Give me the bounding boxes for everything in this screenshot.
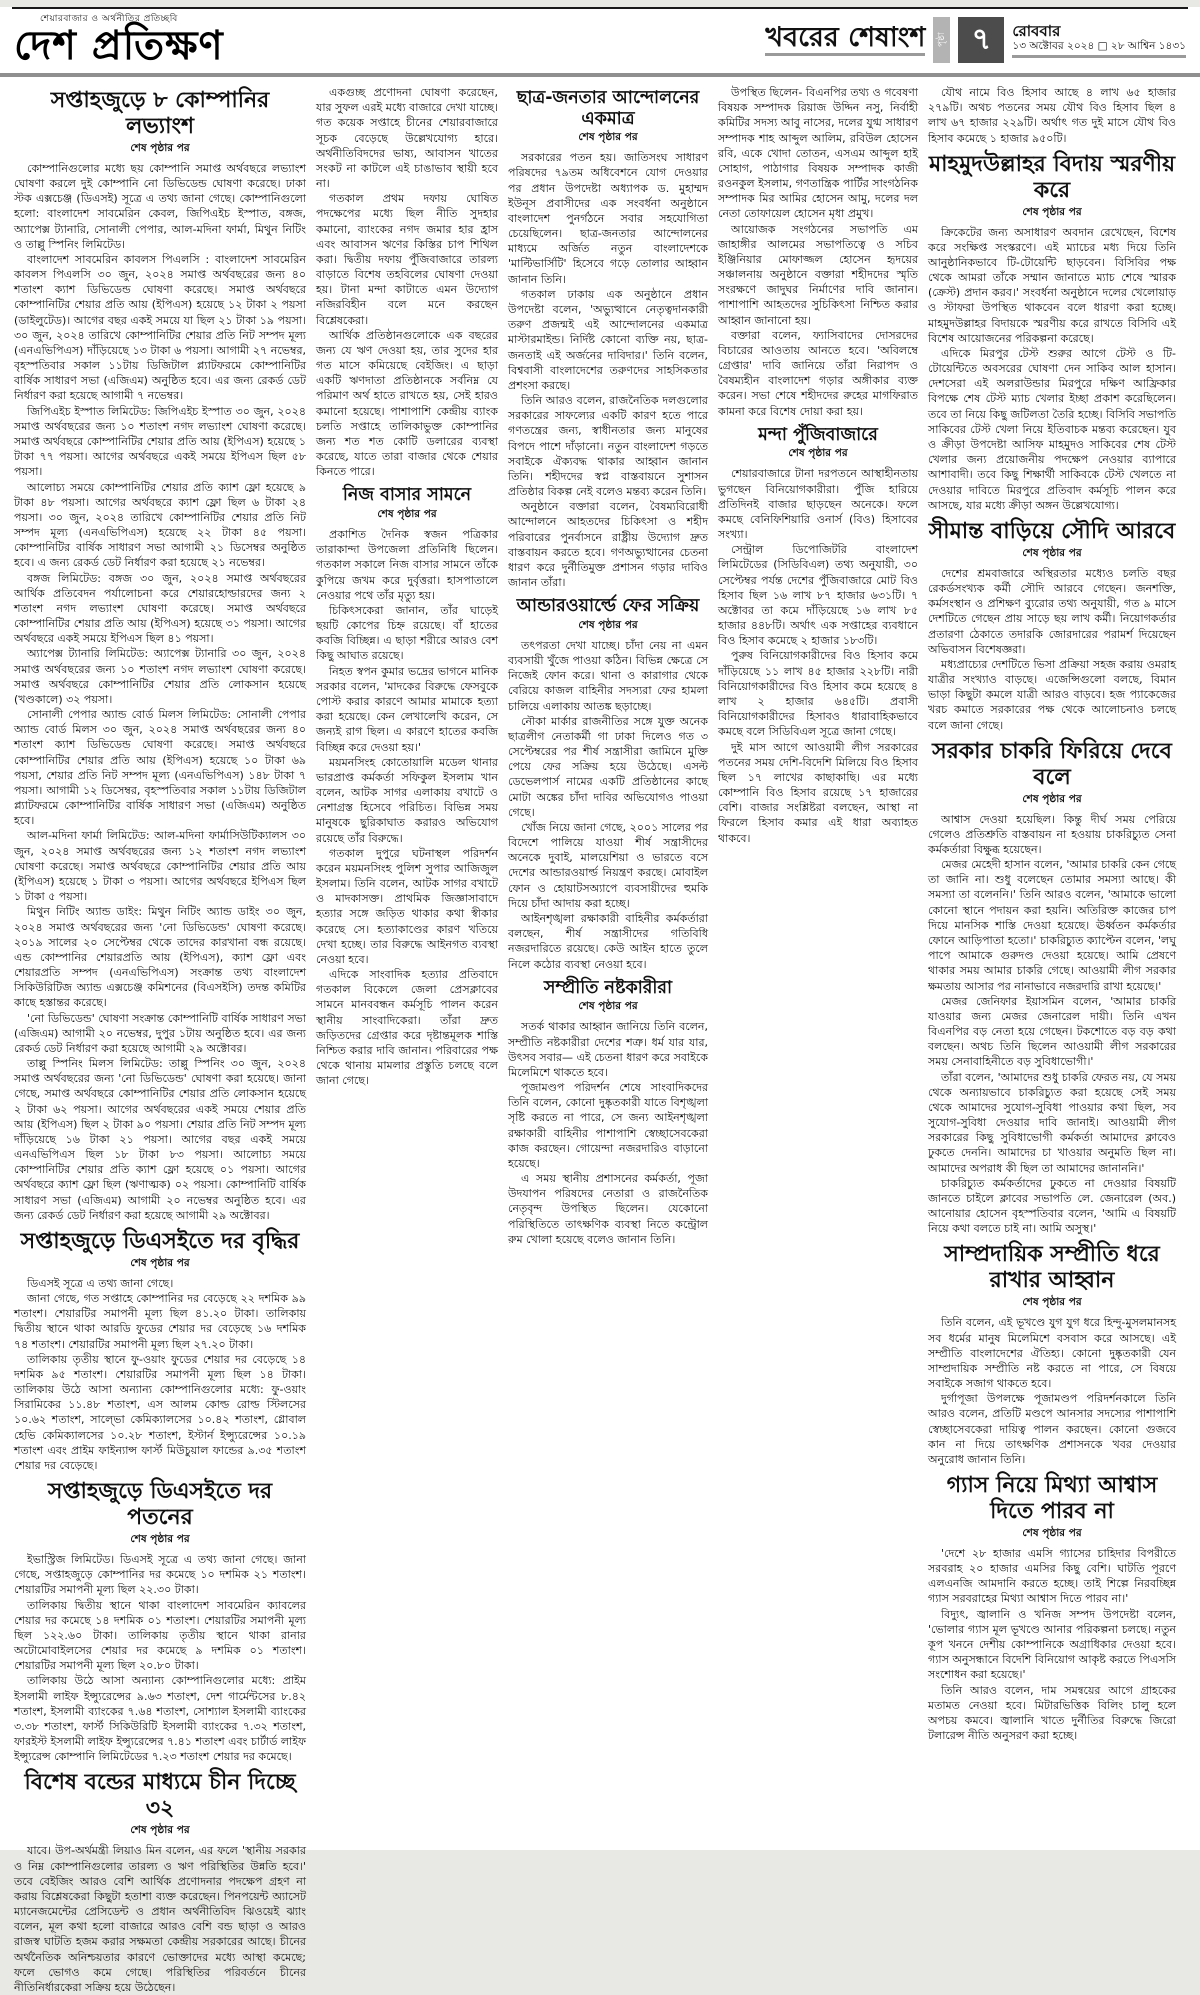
story-paragraph: তিনি বলেন, এই ভূখণ্ডে যুগ যুগ ধরে হিন্দু-মুসলমানসহ সব ধর্মের মানুষ মিলেমিশে বসবাস করে আসছে। এই সম্প্রীতি বাংলাদেশের ঐতিহ্য। কোনো দুষ্কৃতকারী যেন সাম্প্রদায়িক সম্প্রীতি নষ্ট করতে না পারে, সে বিষয়ে সবাইকে সজাগ থাকতে হবে। <box>928 1316 1176 1391</box>
story <box>508 596 708 971</box>
story-paragraph: বঙ্গজ লিমিটেড: বঙ্গজ ৩০ জুন, ২০২৪ সমাপ্ত অর্থবছরের আর্থিক প্রতিবেদন পর্যালোচনা করে শেয়ারহোল্ডারদের জন্য ২ শতাংশ নগদ লভ্যাংশ ঘোষণা করেছে। সমাপ্ত অর্থবছরে কোম্পানিটির শেয়ার প্রতি আয় (ইপিএস) হয়েছে ৩১ পয়সা। আগের অর্থবছরে একই সময়ে ইপিএস ছিল ৪১ পয়সা। <box>14 571 306 646</box>
continued-label: শেষ পৃষ্ঠার পর <box>130 1533 190 1546</box>
story-headline: সীমান্ত বাড়িয়ে সৌদি আরবে <box>928 518 1176 544</box>
story <box>508 978 708 1247</box>
story-paragraph: এদিকে মিরপুর টেস্ট শুরুর আগে টেস্ট ও টি-টোয়েন্টিতে অবসরের ঘোষণা দেন সাকিব আল হাসান। দেশসেরা এই অলরাউন্ডার মিরপুরে দক্ষিণ আফ্রিকার বিপক্ষে শেষ টেস্ট ম্যাচ খেলার ইচ্ছা প্রকাশ করেছিলেন। তবে তা নিয়ে কিছু জটিলতা তৈরি হচ্ছে। বিসিবি সভাপতি সাকিবের টেস্ট খেলা নিয়ে ইতিবাচক মন্তব্য করেছেন। যুব ও ক্রীড়া উপদেষ্টা আসিফ মাহমুদও সাকিবের শেষ টেস্ট খেলার জন্য প্রয়োজনীয় পদক্ষেপ নেওয়ার ব্যাপারে আশাবাদী। তবে কিছু শিক্ষার্থী সাকিবকে টেস্ট খেলতে না দেওয়ার দাবিতে মিরপুরে প্রতিবাদ কর্মসূচি পালন করে আসছে, যার মধ্যে ক্রীড়া অঙ্গন উল্লেখযোগ্য। <box>928 346 1176 512</box>
continued-label: শেষ পৃষ্ঠার পর <box>788 447 848 460</box>
story-paragraph: 'দেশে ২৮ হাজার এমসি গ্যাসের চাহিদার বিপরীতে সরবরাহ ২০ হাজার এমসির কিছু বেশি। ঘাটতি পূরণে এলএনজি আমদানি করতে হচ্ছে। তাই শিল্পে নিরবচ্ছিন্ন গ্যাস সরবরাহের মিথ্যা আশ্বাস দিতে পারব না।' <box>928 1546 1176 1606</box>
story-paragraph: যৌথ নামে বিও হিসাব আছে ৪ লাখ ৬৫ হাজার ২৭৯টি। অথচ পতনের সময় যৌথ বিও হিসাব ছিল ৪ লাখ ৬৭ হাজার ২২৯টি। অর্থাৎ গত দুই মাসে যৌথ বিও হিসাব কমেছে ১ হাজার ৯৫০টি। <box>928 86 1176 145</box>
story-paragraph: যাবে। উপ-অর্থমন্ত্রী লিয়াও মিন বলেন, এর ফলে 'স্থানীয় সরকার ও নিম্ন কোম্পানিগুলোর তারল্য ও ঋণ পরিস্থিতির উন্নতি হবে।' তবে বেইজিং আরও বেশি আর্থিক প্রণোদনার পদক্ষেপ গ্রহণ না করায় বিশ্লেষকেরা কিছুটা হতাশা ব্যক্ত করেছেন। পিনপয়েন্ট অ্যাসেট ম্যানেজমেন্টের প্রেসিডেন্ট ও প্রধান অর্থনীতিবিদ ঝিওয়েই ঝ্যাং বলেন, মূল কথা হলো বাজারে আরও বেশি বন্ড ছাড়া ও আরও রাজস্ব ঘাটতি হজম করার সক্ষমতা কেন্দ্রীয় সরকারের আছে। চীনের অর্থনৈতিক অনিশ্চয়তার কারণে ভোক্তাদের মধ্যে আস্থা কমেছে; ফলে ভোগও কমে গেছে। পরিস্থিতির পরিবর্তনে চীনের নীতিনির্ধারকেরা সক্রিয় হয়ে উঠেছেন। <box>14 1844 306 1994</box>
story-continuation <box>718 85 918 419</box>
story-paragraph: গতকাল ঢাকায় এক অনুষ্ঠানে প্রধান উপদেষ্টা বলেন, 'অভ্যুত্থানে নেতৃত্বদানকারী তরুণ প্রজন্মই এই আন্দোলনের একমাত্র মাস্টারমাইন্ড। নির্দিষ্ট কোনো ব্যক্তি নয়, ছাত্র-জনতাই এই অর্জনের দাবিদার।' তিনি বলেন, বিশ্ববাসী বাংলাদেশের তরুণদের সাহসিকতার প্রশংসা করছে। <box>508 287 708 392</box>
story-paragraph: তিনি আরও বলেন, রাজনৈতিক দলগুলোর সরকারের সাফল্যের একটি কারণ হতে পারে গণতন্ত্রের জন্য, স্বাধীনতার জন্য মানুষের বিপদে পাশে দাঁড়ানো। নতুন বাংলাদেশ গড়তে সবাইকে ঐক্যবদ্ধ থাকার আহ্বান জানান তিনি। শহীদদের স্বপ্ন বাস্তবায়নে সুশাসন প্রতিষ্ঠার বিকল্প নেই বলেও মন্তব্য করেন তিনি। <box>508 394 708 499</box>
story-paragraph: মধ্যপ্রাচ্যের দেশটিতে ভিসা প্রক্রিয়া সহজ করায় ওমরাহ যাত্রীর সংখ্যাও বাড়ছে। এজেন্সিগুলো বলছে, বিমান ভাড়া কিছুটা কমলে যাত্রী আরও বাড়বে। হজ প্যাকেজের খরচ কমাতে সরকারের পক্ষ থেকে আলোচনাও চলছে বলে জানা গেছে। <box>928 657 1176 732</box>
day-name: রোববার <box>1012 21 1061 40</box>
page-header <box>0 9 1200 77</box>
story-headline: ছাত্র-জনতার আন্দোলনের একমাত্র <box>516 88 700 129</box>
story <box>718 425 918 846</box>
story <box>928 1242 1176 1467</box>
story-paragraph: নিহত স্বপন কুমার ভদ্রের ভাগনে মানিক সরকার বলেন, 'মাদকের বিরুদ্ধে ফেসবুকে পোস্ট করার কারণে আমার মামাকে হত্যা করা হয়েছে। কেন লেখালেখি করেন, সে জন্যই রাগ ছিল। এ কারণে হাতের কবজি বিচ্ছিন্ন করে দেওয়া হয়।' <box>316 664 498 754</box>
story-paragraph: এ সময় স্থানীয় প্রশাসনের কর্মকর্তা, পূজা উদযাপন পরিষদের নেতারা ও রাজনৈতিক নেতৃবৃন্দ উপস্থিত ছিলেন। যেকোনো পরিস্থিতিতে তাৎক্ষণিক ব্যবস্থা নিতে কন্ট্রোল রুম খোলা হয়েছে বলেও জানান তিনি। <box>508 1172 708 1246</box>
story <box>928 519 1176 733</box>
story-headline: গ্যাস নিয়ে মিথ্যা আশ্বাস দিতে পারব না <box>946 1473 1158 1524</box>
story-paragraph: বিদ্যুৎ, জ্বালানি ও খনিজ সম্পদ উপদেষ্টা বলেন, 'ভোলার গ্যাস মূল ভূখণ্ডে আনার পরিকল্পনা চলছে। নতুন কূপ খননে দেশীয় কোম্পানিকে অগ্রাধিকার দেওয়া হবে। গ্যাস অনুসন্ধানে বিদেশি বিনিয়োগ আকৃষ্ট করতে পিএসসি সংশোধন করা হয়েছে।' <box>928 1607 1176 1682</box>
story-headline: মাহমুদউল্লাহর বিদায় স্মরণীয় করে <box>928 151 1176 203</box>
story-paragraph: তৎপরতা দেখা যাচ্ছে। চাঁদা নেয় না এমন ব্যবসায়ী খুঁজে পাওয়া কঠিন। বিভিন্ন ক্ষেত্রে সে নিজেই ফোন করে। থানা ও কারাগার থেকে বেরিয়ে কাজল বাহিনীর সদস্যরা ফের হামলা চালিয়ে এলাকায় আতঙ্ক ছড়াচ্ছে। <box>508 638 708 713</box>
story-paragraph: আশ্বাস দেওয়া হয়েছিল। কিন্তু দীর্ঘ সময় পেরিয়ে গেলেও প্রতিশ্রুতি বাস্তবায়ন না হওয়ায় চাকরিচ্যুত সেনা কর্মকর্তারা বিক্ষুব্ধ হয়েছেন। <box>928 812 1176 856</box>
story-paragraph: মিথুন নিটিং অ্যান্ড ডাইং: মিথুন নিটিং অ্যান্ড ডাইং ৩০ জুন, ২০২৪ সমাপ্ত অর্থবছরের জন্য 'নো ডিভিডেন্ড' ঘোষণা করেছে। ২০১৯ সালের ২০ সেপ্টেম্বর থেকে তাদের কারখানা বন্ধ রয়েছে। এন্ড কোম্পানির শেয়ারপ্রতি আয় (ইপিএস), ক্যাশ ফ্লো এবং শেয়ারপ্রতি সম্পদ (এনএভিপিএস) সংক্রান্ত তথ্য বাংলাদেশ সিকিউরিটিজ অ্যান্ড এক্সচেঞ্জ কমিশনের (বিএসইসি) তদন্ত কমিটির কাছে হস্তান্তর করেছে। <box>14 905 306 1010</box>
day-date <box>1012 22 1186 59</box>
story <box>316 485 498 1088</box>
story-paragraph: সতর্ক থাকার আহ্বান জানিয়ে তিনি বলেন, সম্প্রীতি নষ্টকারীরা দেশের শত্রু। ধর্ম যার যার, উৎসব সবার— এই চেতনা ধারণ করে সবাইকে মিলেমিশে থাকতে হবে। <box>508 1020 708 1079</box>
continued-label: শেষ পৃষ্ঠার পর <box>377 508 437 521</box>
story-paragraph: এদিকে সাংবাদিক হত্যার প্রতিবাদে গতকাল বিকেলে জেলা প্রেসক্লাবের সামনে মানববন্ধন কর্মসূচি পালন করেন স্থানীয় সাংবাদিকেরা। তাঁরা দ্রুত জড়িতদের গ্রেপ্তার করে দৃষ্টান্তমূলক শাস্তি নিশ্চিত করার দাবি জানান। পরিবারের পক্ষ থেকে থানায় মামলার প্রস্তুতি চলছে বলে জানা গেছে। <box>316 968 498 1088</box>
story-paragraph: কোম্পানিগুলোর মধ্যে ছয় কোম্পানি সমাপ্ত অর্থবছরে লভ্যাংশ ঘোষণা করলে দুই কোম্পানি নো ডিভিডেন্ড ঘোষণা করেছে। ঢাকা স্টক এক্সচেঞ্জ (ডিএসই) সূত্রে এ তথ্য জানা গেছে। কোম্পানিগুলো হলো: বাংলাদেশ সাবমেরিন কেবল, জিপিএইচ ইস্পাত, বঙ্গজ, অ্যাপেক্স ট্যানারি, সোনালী পেপার, আল-মদিনা ফার্মা, মিথুন নিটিং ও তাল্লু স্পিনিং লিমিটেড। <box>14 161 306 251</box>
story-paragraph: শেয়ারবাজারে টানা দরপতনে আস্থাহীনতায় ভুগছেন বিনিয়োগকারীরা। পুঁজি হারিয়ে প্রতিদিনই বাজার ছাড়ছেন অনেকে। ফলে কমছে বেনিফিশিয়ারি ওনার্স (বিও) হিসাবের সংখ্যা। <box>718 467 918 542</box>
content-columns <box>0 77 1200 1994</box>
continued-label: শেষ পৃষ্ঠার পর <box>578 1000 638 1013</box>
story-paragraph: খোঁজ নিয়ে জানা গেছে, ২০০১ সালের পর বিদেশে পালিয়ে যাওয়া শীর্ষ সন্ত্রাসীদের অনেকে দুবাই, মালয়েশিয়া ও ভারতে বসে দেশের আন্ডারওয়ার্ল্ড নিয়ন্ত্রণ করছে। মোবাইল ফোন ও হোয়াটসঅ্যাপে ব্যবসায়ীদের হুমকি দিয়ে চাঁদা আদায় করা হচ্ছে। <box>508 820 708 910</box>
story-paragraph: গতকাল প্রথম দফায় ঘোষিত পদক্ষেপের মধ্যে ছিল নীতি সুদহার কমানো, ব্যাংকের নগদ জমার হার হ্রাস এবং আবাসন ঋণের কিস্তির চাপ শিথিল করা। দ্বিতীয় দফায় পুঁজিবাজারে তারল্য বাড়াতে বিশেষ তহবিলের ঘোষণা দেওয়া হয়। টানা মন্দা কাটাতে এমন উদ্যোগ নজিরবিহীন বলে মনে করছেন বিশ্লেষকেরা। <box>316 192 498 327</box>
masthead-tagline: শেয়ারবাজার ও অর্থনীতির প্রতিচ্ছবি <box>40 14 178 24</box>
story-paragraph: দুর্গাপূজা উপলক্ষে পূজামণ্ডপ পরিদর্শনকালে তিনি আরও বলেন, প্রতিটি মণ্ডপে আনসার সদস্যের পাশাপাশি স্বেচ্ছাসেবকেরা দায়িত্ব পালন করছেন। কোনো গুজবে কান না দিয়ে তাৎক্ষণিক প্রশাসনকে খবর দেওয়ার অনুরোধ জানান তিনি। <box>928 1392 1176 1466</box>
continued-label: শেষ পৃষ্ঠার পর <box>130 1256 190 1269</box>
page-number-badge: ৭ <box>958 17 1004 63</box>
story-paragraph: উপস্থিত ছিলেন- বিএনপির তথ্য ও গবেষণা বিষয়ক সম্পাদক রিয়াজ উদ্দিন নসু, নির্বাহী কমিটির সদস্য আবু নাসের, দলের যুগ্ম সাধারণ সম্পাদক শাহ আব্দুল আলিম, রবিউল হোসেন রবি, একে খোদা তোতন, এসএম আব্দুল হাই সোহাগ, পাঠাগার বিষয়ক সম্পাদক কাজী রওনকুল ইসলাম, গণতান্ত্রিক পার্টির সাংগঠনিক সম্পাদক মির আমির হোসেন আমু, দলের দল নেতা তোফায়েল হোসেন মৃধা প্রমুখ। <box>718 86 918 221</box>
section-title: খবরের শেষাংশ <box>765 24 925 56</box>
story-paragraph: ক্রিকেটের জন্য অসাধারণ অবদান রেখেছেন, বিশেষ করে সংক্ষিপ্ত সংস্করণে। এই ম্যাচের মধ্য দিয়ে তিনি আনুষ্ঠানিকভাবে টি-টোয়েন্টি ছাড়বেন। বিসিবির পক্ষ থেকে আমরা তাঁকে সম্মান জানাতে ম্যাচ শেষে স্মারক (ক্রেস্ট) প্রদান করব।' সংবর্ধনা অনুষ্ঠানে দলের খেলোয়াড় ও স্টাফরা উপস্থিত থাকবেন বলে ধারণা করা হচ্ছে। মাহমুদউল্লাহর বিদায়কে স্মরণীয় করে রাখতে বিসিবি এই বিশেষ আয়োজনের পরিকল্পনা করেছে। <box>928 225 1176 345</box>
story-paragraph: ময়মনসিংহ কোতোয়ালি মডেল থানার ভারপ্রাপ্ত কর্মকর্তা সফিকুল ইসলাম খান বলেন, আটক সাগর এলাকায় বখাটে ও নেশাগ্রস্ত হিসেবে পরিচিত। বিভিন্ন সময় মানুষকে ছুরিকাঘাত করারও অভিযোগ রয়েছে তাঁর বিরুদ্ধে। <box>316 755 498 845</box>
story-paragraph: একগুচ্ছ প্রণোদনা ঘোষণা করেছেন, যার সুফল এরই মধ্যে বাজারে দেখা যাচ্ছে। গত কয়েক সপ্তাহে চীনের শেয়ারবাজারে সূচক বেড়েছে উল্লেখযোগ্য হারে। অর্থনীতিবিদদের ভাষ্য, আবাসন খাতের সংকট না কাটলে এই চাঙাভাব স্থায়ী হবে না। <box>316 86 498 191</box>
story-paragraph: পুরুষ বিনিয়োগকারীদের বিও হিসাব কমে দাঁড়িয়েছে ১১ লাখ ৪৫ হাজার ২২৮টি। নারী বিনিয়োগকারীদের বিও হিসাব কমে হয়েছে ৪ লাখ ২ হাজার ৬৪৫টি। প্রবাসী বিনিয়োগকারীদের হিসাবও ধারাবাহিকভাবে কমছে বলে সিডিবিএল সূত্রে জানা গেছে। <box>718 649 918 739</box>
column-1 <box>14 85 306 1994</box>
story-paragraph: 'নো ডিভিডেন্ড' ঘোষণা সংক্রান্ত কোম্পানিটি বার্ষিক সাধারণ সভা (এজিএম) আগামী ২০ নভেম্বর, দুপুর ১টায় অনুষ্ঠিত হবে। এর জন্য রেকর্ড ডেট নির্ধারণ করা হয়েছে আগামী ২৯ অক্টোবর। <box>14 1011 306 1055</box>
story-headline: মন্দা পুঁজিবাজারে <box>758 424 878 445</box>
continued-label: শেষ পৃষ্ঠার পর <box>1022 792 1082 805</box>
story-headline: সপ্তাহজুড়ে ডিএসইতে দর পতনের <box>47 1479 273 1531</box>
masthead-title: দেশ প্রতিক্ষণ <box>14 23 224 69</box>
story-continuation <box>928 85 1176 146</box>
story-paragraph: অ্যাপেক্স ট্যানারি লিমিটেড: অ্যাপেক্স ট্যানারি ৩০ জুন, ২০২৪ সমাপ্ত অর্থবছরের জন্য ১০ শতাংশ নগদ লভ্যাংশ ঘোষণা করেছে। সমাপ্ত অর্থবছরে কোম্পানিটির শেয়ার প্রতি লোকসান হয়েছে (খণ্ডকালে) ৩২ পয়সা। <box>14 647 306 706</box>
story-paragraph: নৌকা মার্কার রাজনীতির সঙ্গে যুক্ত অনেক ছাত্রলীগ নেতাকর্মী গা ঢাকা দিলেও গত ৩ সেপ্টেম্বরের পর শীর্ষ সন্ত্রাসীরা জামিনে মুক্তি পেয়ে ফের সক্রিয় হয়ে উঠেছে। এসল্ট ডেভেলপার্স নামের একটি প্রতিষ্ঠানের কাছে মোটা অঙ্কের চাঁদা দাবির অভিযোগও পাওয়া গেছে। <box>508 714 708 819</box>
story-headline: আন্ডারওয়ার্ল্ডে ফের সক্রিয় <box>516 596 700 617</box>
column-4 <box>718 85 918 1825</box>
column-3 <box>508 85 708 1825</box>
story-paragraph: আর্থিক প্রতিষ্ঠানগুলোকে এক বছরের জন্য যে ঋণ দেওয়া হয়, তার সুদের হার গত মাসে কমিয়েছে বেইজিং। এ ছাড়া একটি ঋণদাতা প্রতিষ্ঠানকে সর্বনিম্ন যে পরিমাণ অর্থ হাতে রাখতে হয়, সেই হারও কমানো হয়েছে। পাশাপাশি কেন্দ্রীয় ব্যাংক চলতি সপ্তাহে তালিকাভুক্ত কোম্পানির জন্য শত শত কোটি ডলারের ব্যবস্থা করেছে, যাতে তারা বাজার থেকে শেয়ার কিনতে পারে। <box>316 328 498 479</box>
story-paragraph: দুই মাস আগে আওয়ামী লীগ সরকারের পতনের সময় দেশি-বিদেশি মিলিয়ে বিও হিসাব ছিল ১৭ লাখের কাছাকাছি। এর মধ্যে কোম্পানি বিও হিসাব রয়েছে ১৭ হাজারের বেশি। বাজার সংশ্লিষ্টরা বলছেন, আস্থা না ফিরলে হিসাব কমার এই ধারা অব্যাহত থাকবে। <box>718 740 918 845</box>
story-headline: সম্প্রীতি নষ্টকারীরা <box>543 977 673 998</box>
story-paragraph: দেশের শ্রমবাজারে অস্থিরতার মধ্যেও চলতি বছর রেকর্ডসংখ্যক কর্মী সৌদি আরবে গেছেন। জনশক্তি, কর্মসংস্থান ও প্রশিক্ষণ ব্যুরোর তথ্য অনুযায়ী, গত ৯ মাসে দেশটিতে গেছেন প্রায় সাড়ে ছয় লাখ কর্মী। নিয়োগকর্তার প্রতারণা ঠেকাতে তদারকি জোরদারের পরামর্শ দিয়েছেন অভিবাসন বিশেষজ্ঞরা। <box>928 566 1176 656</box>
story-paragraph: ইভাস্ট্রিজ লিমিটেড। ডিএসই সূত্রে এ তথ্য জানা গেছে। জানা গেছে, সপ্তাহজুড়ে কোম্পানির দর কমেছে ১০ দশমিক ২১ শতাংশ। শেয়ারটির সমাপনী মূল্য ছিল ২২.৩০ টাকা। <box>14 1553 306 1597</box>
story-paragraph: জিপিএইচ ইস্পাত লিমিটেড: জিপিএইচ ইস্পাত ৩০ জুন, ২০২৪ সমাপ্ত অর্থবছরের জন্য ১০ শতাংশ নগদ লভ্যাংশ ঘোষণা করেছে। সমাপ্ত অর্থবছরে কোম্পানিটির শেয়ার প্রতি আয় (ইপিএস) হয়েছে ১ টাকা ৭৭ পয়সা। আগের অর্থবছরে একই সময়ে ইপিএস ছিল ৫৮ পয়সা। <box>14 404 306 479</box>
story-paragraph: বাংলাদেশ সাবমেরিন কাবলস পিএলসি : বাংলাদেশ সাবমেরিন কাবলস পিএলসি ৩০ জুন, ২০২৪ সমাপ্ত অর্থবছরের জন্য ৪০ শতাংশ ক্যাশ ডিভিডেন্ড ঘোষণা করেছে। সমাপ্ত অর্থবছরে কোম্পানিটির শেয়ার প্রতি আয় (ইপিএস) হয়েছে ১২ টাকা ২ পয়সা (ডাইলুটেড)। আগের বছর একই সময়ে যা ছিল ২১ টাকা ১৯ পয়সা। ৩০ জুন, ২০২৪ তারিখে কোম্পানিটির শেয়ার প্রতি নিট সম্পদ মূল্য (এনএভিপিএস) দাঁড়িয়েছে ১৩ টাকা ৬ পয়সা। আগামী ২৭ নভেম্বর, বৃহস্পতিবার সকাল ১১টায় ডিজিটাল প্ল্যাটফরমে কোম্পানিটির বার্ষিক সাধারণ সভা (এজিএম) অনুষ্ঠিত হবে। এর জন্য রেকর্ড ডেট নির্ধারণ করা হয়েছে আগামী ৭ নভেম্বর। <box>14 252 306 403</box>
story-paragraph: চিকিৎসকেরা জানান, তাঁর ঘাড়েই ছয়টি কোপের চিহ্ন রয়েছে। বাঁ হাতের কবজি বিচ্ছিন্ন। এ ছাড়া শরীরে আরও বেশ কিছু আঘাত রয়েছে। <box>316 603 498 663</box>
column-2 <box>316 85 498 1825</box>
story-headline: সাম্প্রদায়িক সম্প্রীতি ধরে রাখার আহ্বান <box>944 1242 1160 1294</box>
story-paragraph: আলোচ্য সময়ে কোম্পানিটির শেয়ার প্রতি ক্যাশ ফ্লো হয়েছে ৯ টাকা ৪৮ পয়সা। আগের অর্থবছরে ক্যাশ ফ্লো ছিল ৬ টাকা ২৪ পয়সা। ৩০ জুন, ২০২৪ তারিখে কোম্পানিটির শেয়ার প্রতি নিট সম্পদ মূল্য (এনএভিপিএস) হয়েছে ২২ টাকা ৪৫ পয়সা। কোম্পানিটির বার্ষিক সাধারণ সভা আগামী ২১ ডিসেম্বর অনুষ্ঠিত হবে। এ জন্য রেকর্ড ডেট নির্ধারণ করা হয়েছে ২১ নভেম্বর। <box>14 480 306 570</box>
story <box>508 88 708 590</box>
continued-label: শেষ পৃষ্ঠার পর <box>1022 1526 1082 1539</box>
continued-label: শেষ পৃষ্ঠার পর <box>1022 1296 1082 1309</box>
story-paragraph: সরকারের পতন হয়। জাতিসংঘ সাধারণ পরিষদের ৭৯তম অধিবেশনে যোগ দেওয়ার পর প্রধান উপদেষ্টা অধ্যাপক ড. মুহাম্মদ ইউনূস প্রবাসীদের এক সংবর্ধনা অনুষ্ঠানে বাংলাদেশ পুনর্গঠনে সবার সহযোগিতা চেয়েছিলেন। ছাত্র-জনতার আন্দোলনের মাধ্যমে অর্জিত নতুন বাংলাদেশকে 'মাল্টিভার্সিটি' হিসেবে গড়ে তোলার আহ্বান জানান তিনি। <box>508 151 708 286</box>
continued-label: শেষ পৃষ্ঠার পর <box>578 618 638 631</box>
story-headline: নিজ বাসার সামনে <box>342 485 472 506</box>
story-paragraph: সোনালী পেপার অ্যান্ড বোর্ড মিলস লিমিটেড: সোনালী পেপার অ্যান্ড বোর্ড মিলস ৩০ জুন, ২০২৪ সমাপ্ত অর্থবছরের জন্য ৪০ শতাংশ ক্যাশ ডিভিডেন্ড ঘোষণা করেছে। সমাপ্ত অর্থবছরে কোম্পানিটির শেয়ার প্রতি আয় (ইপিএস) হয়েছে ১০ টাকা ৬৯ পয়সা, শেয়ার প্রতি নিট সম্পদ মূল্য (এনএভিপিএস) ১৪৮ টাকা ৭ পয়সা। আগামী ১২ ডিসেম্বর, বৃহস্পতিবার সকাল ১১টায় ডিজিটাল প্ল্যাটফরমে কোম্পানিটির বার্ষিক সাধারণ সভা (এজিএম) অনুষ্ঠিত হবে। <box>14 708 306 828</box>
header-right <box>765 17 1186 67</box>
story-paragraph: তালিকায় দ্বিতীয় স্থানে থাকা বাংলাদেশ সাবমেরিন ক্যাবলের শেয়ার দর কমেছে ১৪ দশমিক ০১ শতাংশ। শেয়ারটির সমাপনী মূল্য ছিল ১২২.৬০ টাকা। তালিকায় তৃতীয় স্থানে থাকা রানার অটোমোবাইলসের শেয়ার দর কমেছে ৯ দশমিক ০১ শতাংশ। শেয়ারটির সমাপনী মূল্য ছিল ২০.৮০ টাকা। <box>14 1598 306 1673</box>
story-paragraph: বক্তারা বলেন, ফ্যাসিবাদের দোসরদের বিচারের আওতায় আনতে হবে। 'অবিলম্বে গ্রেপ্তার' দাবি জানিয়ে তাঁরা নিরাপদ ও বৈষম্যহীন বাংলাদেশ গড়ার অঙ্গীকার ব্যক্ত করেন। সভা শেষে শহীদদের রুহের মাগফিরাত কামনা করে বিশেষ দোয়া করা হয়। <box>718 328 918 418</box>
continued-label: শেষ পৃষ্ঠার পর <box>130 1824 190 1837</box>
story <box>14 88 306 1223</box>
story-headline: সপ্তাহজুড়ে ৮ কোম্পানির লভ্যাংশ <box>50 88 270 139</box>
story-headline: বিশেষ বন্ডের মাধ্যমে চীন দিচ্ছে ৩২ <box>24 1770 296 1822</box>
story <box>14 1770 306 1995</box>
story-paragraph: সেন্ট্রাল ডিপোজিটরি বাংলাদেশ লিমিটেডের (সিডিবিএল) তথ্য অনুযায়ী, ৩০ সেপ্টেম্বর পর্যন্ত দেশের পুঁজিবাজারে মোট বিও হিসাব ছিল ১৬ লাখ ৮৭ হাজার ৬৩১টি। ৭ অক্টোবর তা কমে দাঁড়িয়েছে ১৬ লাখ ৮৫ হাজার ৪৪৮টি। অর্থাৎ এক সপ্তাহের ব্যবধানে বিও হিসাব কমেছে ২ হাজার ১৮৩টি। <box>718 543 918 648</box>
story-paragraph: তাল্লু স্পিনিং মিলস লিমিটেড: তাল্লু স্পিনিং ৩০ জুন, ২০২৪ সমাপ্ত অর্থবছরের জন্য 'নো ডিভিডেন্ড' ঘোষণা করা হয়েছে। জানা গেছে, সমাপ্ত অর্থবছরে কোম্পানিটির শেয়ার প্রতি লোকসান হয়েছে ২ টাকা ৬২ পয়সা। আগের অর্থবছরের একই সময়ে শেয়ার প্রতি আয় (ইপিএস) ছিল ২ টাকা ৯০ পয়সা। শেয়ার প্রতি নিট সম্পদ মূল্য দাঁড়িয়েছে ১৬ টাকা ২১ পয়সা। আগের বছর একই সময়ে এনএভিপিএস ছিল ১৮ টাকা ৮৩ পয়সা। আলোচ্য সময়ে কোম্পানিটির শেয়ার প্রতি ক্যাশ ফ্লো হয়েছে ০১ পয়সা। আগের অর্থবছরে ক্যাশ ফ্লো ছিল (ঋণাত্মক) ০২ পয়সা। কোম্পানিটি বার্ষিক সাধারণ সভা (এজিএম) আগামী ২০ নভেম্বর অনুষ্ঠিত হবে। এর জন্য রেকর্ড ডেট নির্ধারণ করা হয়েছে আগামী ২৯ অক্টোবর। <box>14 1057 306 1222</box>
continued-label: শেষ পৃষ্ঠার পর <box>578 131 638 144</box>
story-paragraph: প্রকাশিত দৈনিক স্বজন পত্রিকার তারাকান্দা উপজেলা প্রতিনিধি ছিলেন। গতকাল সকালে নিজ বাসার সামনে তাঁকে কুপিয়ে জখম করে দুর্বৃত্তরা। হাসপাতালে নেওয়ার পথে তাঁর মৃত্যু হয়। <box>316 528 498 602</box>
story <box>928 739 1176 1237</box>
story-continuation <box>316 85 498 479</box>
column-5 <box>928 85 1176 1825</box>
story <box>14 1229 306 1473</box>
continued-label: শেষ পৃষ্ঠার পর <box>1022 546 1082 559</box>
story-paragraph: তিনি আরও বলেন, দাম সমন্বয়ের আগে গ্রাহকের মতামত নেওয়া হবে। মিটারভিত্তিক বিলিং চালু হলে অপচয় কমবে। জ্বালানি খাতে দুর্নীতির বিরুদ্ধে জিরো টলারেন্স নীতি অনুসরণ করা হচ্ছে। <box>928 1683 1176 1743</box>
masthead <box>14 13 224 67</box>
story-paragraph: তাঁরা বলেন, 'আমাদের শুধু চাকরি ফেরত নয়, যে সময় থেকে অন্যায়ভাবে চাকরিচ্যুত করা হয়েছে সেই সময় থেকে আমাদের সুযোগ-সুবিধা পাওয়ার কথা ছিল, সব সুযোগ-সুবিধা দেওয়ার দাবি জানাই। আওয়ামী লীগ সরকারের কিছু সুবিধাভোগী কর্মকর্তা আমাদের ক্লাবেও ঢুকতে দেননি। আমাদের চা খাওয়ার অনুমতি ছিল না। আমাদের অপরাধ কী ছিল তা আমাদের জানাননি।' <box>928 1070 1176 1175</box>
newspaper-page <box>0 7 1200 1994</box>
story-paragraph: জানা গেছে, গত সপ্তাহে কোম্পানির দর বেড়েছে ২২ দশমিক ৯৯ শতাংশ। শেয়ারটির সমাপনী মূল্য ছিল ৪১.২০ টাকা। তালিকায় দ্বিতীয় স্থানে থাকা আরডি ফুডের শেয়ার দর বেড়েছে ১৬ দশমিক ৭৪ শতাংশ। শেয়ারটির সমাপনী মূল্য ছিল ২৭.২০ টাকা। <box>14 1292 306 1351</box>
continued-label: শেষ পৃষ্ঠার পর <box>130 141 190 154</box>
story-paragraph: গতকাল দুপুরে ঘটনাস্থল পরিদর্শন করেন ময়মনসিংহ পুলিশ সুপার আজিজুল ইসলাম। তিনি বলেন, আটক সাগর বখাটে ও মাদকাসক্ত। প্রাথমিক জিজ্ঞাসাবাদে হত্যার সঙ্গে জড়িত থাকার কথা স্বীকার করেছে সে। হত্যাকাণ্ডের কারণ খতিয়ে দেখা হচ্ছে। তার বিরুদ্ধে আইনগত ব্যবস্থা নেওয়া হবে। <box>316 846 498 966</box>
story-paragraph: আয়োজক সংগঠনের সভাপতি এম জাহাঙ্গীর আলমের সভাপতিত্বে ও সচিব ইঞ্জিনিয়ার মোফাজ্জল হোসেন হৃদয়ের সঞ্চালনায় অনুষ্ঠানে বক্তারা শহীদদের স্মৃতি সংরক্ষণে জাদুঘর নির্মাণের দাবি জানান। পাশাপাশি আহতদের সুচিকিৎসা নিশ্চিত করার আহ্বান জানানো হয়। <box>718 222 918 327</box>
story-paragraph: অনুষ্ঠানে বক্তারা বলেন, বৈষম্যবিরোধী আন্দোলনে আহতদের চিকিৎসা ও শহীদ পরিবারের পুনর্বাসনে রাষ্ট্রীয় উদ্যোগ দ্রুত বাস্তবায়ন করতে হবে। গণঅভ্যুত্থানের চেতনা ধারণ করে দুর্নীতিমুক্ত প্রশাসন গড়ার দাবিও জানান তাঁরা। <box>508 500 708 590</box>
story <box>928 1473 1176 1743</box>
story <box>14 1479 306 1764</box>
story-headline: সপ্তাহজুড়ে ডিএসইতে দর বৃদ্ধির <box>20 1228 300 1254</box>
story-paragraph: তালিকায় উঠে আসা অন্যান্য কোম্পানিগুলোর মধ্যে: প্রাইম ইসলামী লাইফ ইন্স্যুরেন্সের ৯.৬৩ শতাংশ, দেশ গার্মেন্টসের ৮.৪২ শতাংশ, ইসলামী ব্যাংকের ৭.৬৪ শতাংশ, সোশ্যাল ইসলামী ব্যাংকের ৩.৩৮ শতাংশ, ফার্স্ট সিকিউরিটি ইসলামী ব্যাংকের ৭.৩২ শতাংশ, ফারইস্ট ইসলামী লাইফ ইন্স্যুরেন্সের ৭.৪১ শতাংশ এবং চার্টার্ড লাইফ ইন্স্যুরেন্স কোম্পানি লিমিটেডের ৭.২৩ শতাংশ শেয়ার দর কমেছে। <box>14 1674 306 1764</box>
story-paragraph: তালিকায় তৃতীয় স্থানে ফু-ওয়াং ফুডের শেয়ার দর বেড়েছে ১৪ দশমিক ৯৫ শতাংশ। শেয়ারটির সমাপনী মূল্য ছিল ১৪ টাকা। তালিকায় উঠে আসা অন্যান্য কোম্পানিগুলোর মধ্যে: ফু-ওয়াং সিরামিকের ১১.৪৮ শতাংশ, এস আলম কোল্ড রোল্ড স্টিলসের ১০.৬২ শতাংশ, সাল্ভো কেমিক্যালসের ১০.৪২ শতাংশ, গ্লোবাল হেভি কেমিক্যালসের ১০.২৮ শতাংশ, ইস্টার্ন ইন্স্যুরেন্সের ১০.১৯ শতাংশ এবং প্রাইম ফাইন্যান্স ফার্স্ট মিউচুয়াল ফান্ডের ৯.৩৫ শতাংশ শেয়ার দর বেড়েছে। <box>14 1352 306 1472</box>
story-paragraph: মেজর জেনিফার ইয়াসমিন বলেন, 'আমার চাকরি যাওয়ার জন্য মেজর জেনারেল দায়ী। তিনি এখন বিএনপির বড় নেতা হয়ে গেছেন। টকশোতে বড় বড় কথা বলছেন। অথচ তিনি ছিলেন আওয়ামী লীগ সরকারের সময় সেনাবাহিনীতে বড় সুবিধাভোগী।' <box>928 994 1176 1069</box>
story-paragraph: মেজর মেহেদী হাসান বলেন, 'আমার চাকরি কেন গেছে তা জানি না। শুধু বলেছেন তোমার সমস্যা আছে। কী সমস্যা তা বলেননি।' তিনি আরও বলেন, 'আমাকে ভালো কোনো স্থানে পদায়ন করা হয়নি। অতিরিক্ত কাজের চাপ দিয়ে মানসিক শাস্তি দেওয়া হয়েছে। ঊর্ধ্বতন কর্মকর্তার ফোনে আড়িপাতা হতো।' চাকরিচ্যুত ক্যাপ্টেন বলেন, 'লঘু পাপে আমাকে গুরুদণ্ড দেওয়া হয়েছে। আমি প্রেষণে থাকার সময় আমার চাকরি গেছে। আওয়ামী লীগ সরকার ক্ষমতায় আসার পর নানাভাবে নজরদারি রাখা হয়েছে।' <box>928 858 1176 993</box>
story <box>928 152 1176 513</box>
story-paragraph: ডিএসই সূত্রে এ তথ্য জানা গেছে। <box>27 1276 174 1290</box>
story-paragraph: পূজামণ্ডপ পরিদর্শন শেষে সাংবাদিকদের তিনি বলেন, কোনো দুষ্কৃতকারী যাতে বিশৃঙ্খলা সৃষ্টি করতে না পারে, সে জন্য আইনশৃঙ্খলা রক্ষাকারী বাহিনীর পাশাপাশি স্বেচ্ছাসেবকেরা কাজ করছেন। গোয়েন্দা নজরদারিও বাড়ানো হয়েছে। <box>508 1081 708 1170</box>
page-word-badge: পৃষ্ঠা <box>933 17 950 63</box>
continued-label: শেষ পৃষ্ঠার পর <box>1022 205 1082 218</box>
story-headline: সরকার চাকরি ফিরিয়ে দেবে বলে <box>932 738 1172 790</box>
date-line: ১৩ অক্টোবর ২০২৪ □ ২৮ আশ্বিন ১৪৩১ <box>1012 40 1186 53</box>
story-paragraph: চাকরিচ্যুত কর্মকর্তাদের ঢুকতে না দেওয়ার বিষয়টি জানতে চাইলে ক্লাবের সভাপতি লে. জেনারেল (অব.) আনোয়ার হোসেন বৃহস্পতিবার বলেন, 'আমি এ বিষয়টি নিয়ে কথা বলতে চাই না। আমি অসুস্থ।' <box>928 1176 1176 1236</box>
story-paragraph: আল-মদিনা ফার্মা লিমিটেড: আল-মদিনা ফার্মাসিউটিক্যালস ৩০ জুন, ২০২৪ সমাপ্ত অর্থবছরের জন্য ১২ শতাংশ নগদ লভ্যাংশ ঘোষণা করেছে। সমাপ্ত অর্থবছরে কোম্পানিটির শেয়ার প্রতি আয় (ইপিএস) হয়েছে ১ টাকা ৩ পয়সা। আগের অর্থবছরে ইপিএস ছিল ১ টাকা ৫ পয়সা। <box>14 829 306 904</box>
story-paragraph: আইনশৃঙ্খলা রক্ষাকারী বাহিনীর কর্মকর্তারা বলছেন, শীর্ষ সন্ত্রাসীদের গতিবিধি নজরদারিতে রয়েছে। কেউ আইন হাতে তুলে নিলে কঠোর ব্যবস্থা নেওয়া হবে। <box>508 912 708 971</box>
